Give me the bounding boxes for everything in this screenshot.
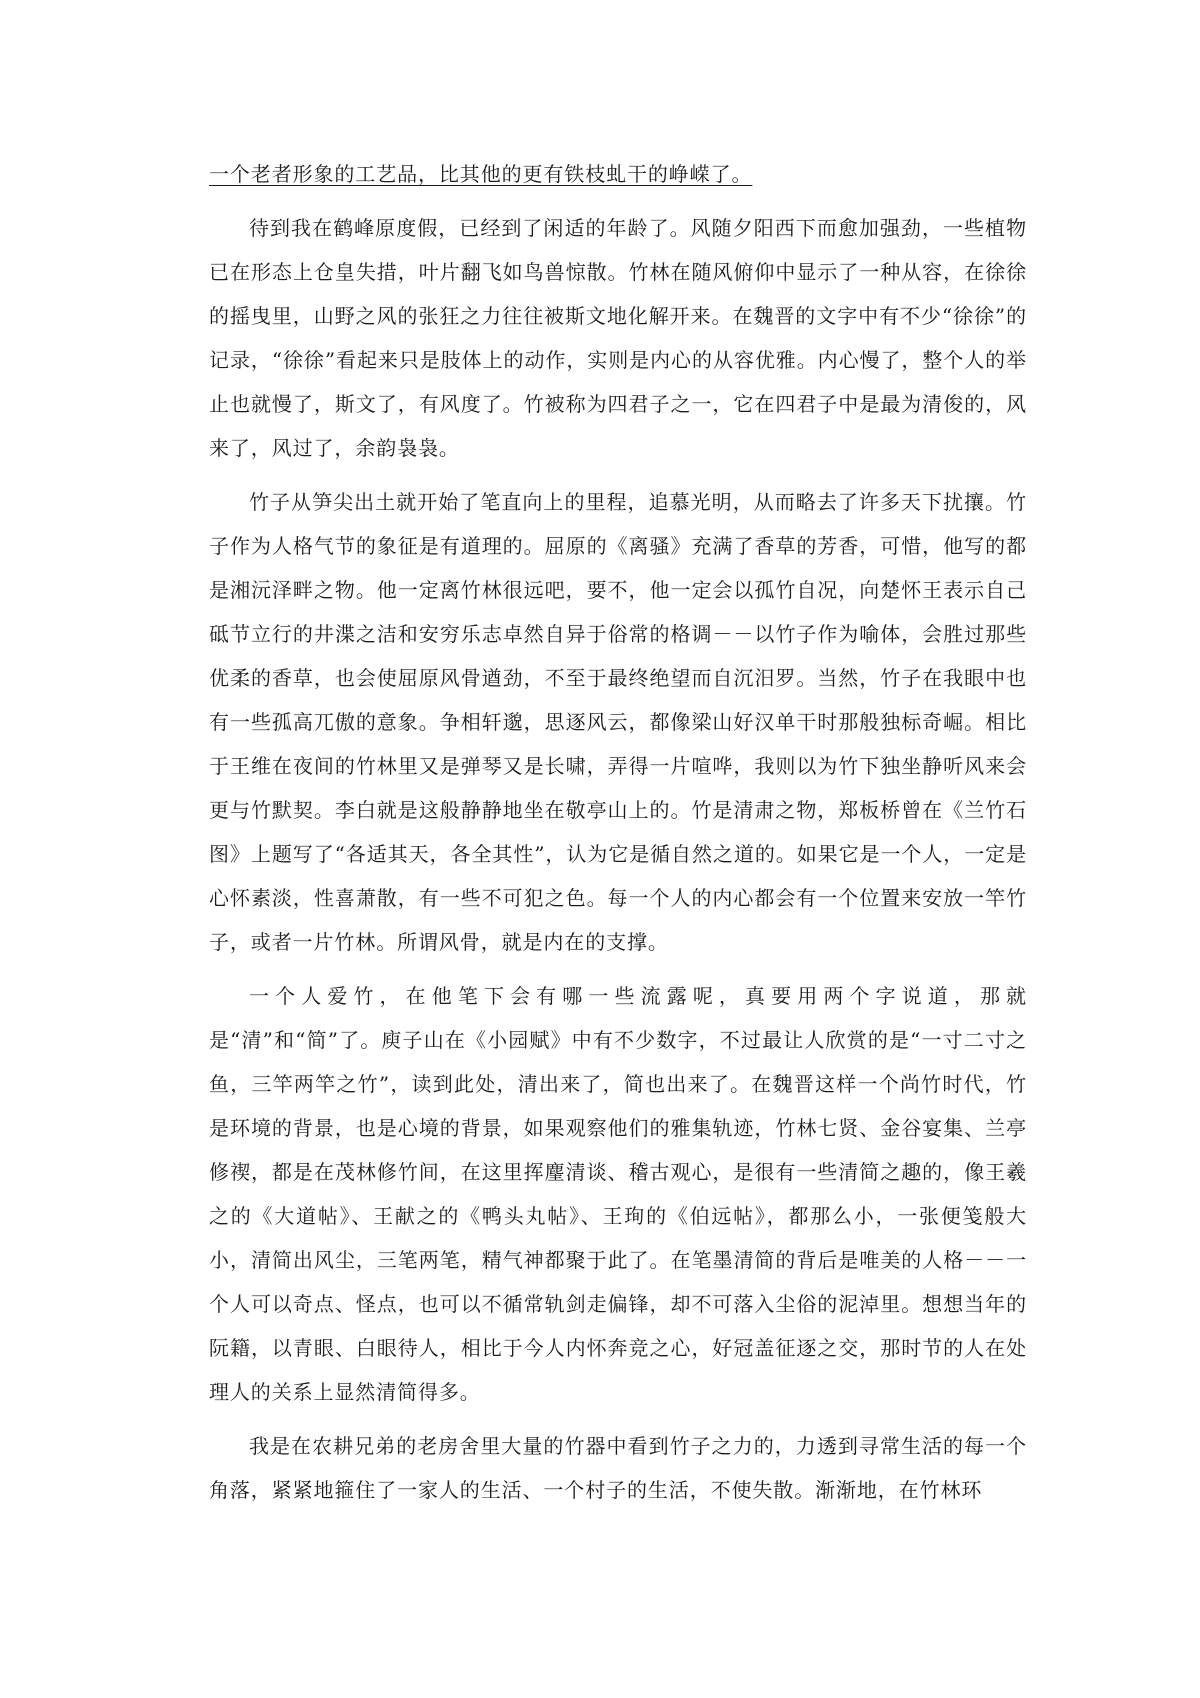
paragraph: 待到我在鹤峰原度假，已经到了闲适的年龄了。风随夕阳西下而愈加强劲，一些植物已在形态上仓皇失措，叶片翻飞如鸟兽惊散。竹林在随风俯仰中显示了一种从容，在徐徐的摇曳里，山野之风的张狂之力往往被斯文地化解开来。在魏晋的文字中有不少“徐徐”的记录，“徐徐”看起来只是肢体上的动作，实则是内心的从容优雅。内心慢了，整个人的举止也就慢了，斯文了，有风度了。竹被称为四君子之一，它在四君子中是最为清俊的，风来了，风过了，余韵袅袅。: [209, 216, 1027, 460]
paragraph: 我是在农耕兄弟的老房舍里大量的竹器中看到竹子之力的，力透到寻常生活的每一个角落，紧紧地箍住了一家人的生活、一个村子的生活，不使失散。渐渐地，在竹林环: [209, 1434, 1027, 1502]
paragraph: 一个人爱竹，在他笔下会有哪一些流露呢，真要用两个字说道，那就是“清”和“简”了。庾子山在《小园赋》中有不少数字，不过最让人欣赏的是“一寸二寸之鱼，三竿两竿之竹”，读到此处，清出来了，简也出来了。在魏晋这样一个尚竹时代，竹是环境的背景，也是心境的背景，如果观察他们的雅集轨迹，竹林七贤、金谷宴集、兰亭修禊，都是在茂林修竹间，在这里挥麈清谈、稽古观心，是很有一些清简之趣的，像王羲之的《大道帖》、王献之的《鸭头丸帖》、王珣的《伯远帖》，都那么小，一张便笺般大小，清简出风尘，三笔两笔，精气神都聚于此了。在笔墨清简的背后是唯美的人格－－一个人可以奇点、怪点，也可以不循常轨剑走偏锋，却不可落入尘俗的泥淖里。想想当年的阮籍，以青眼、白眼待人，相比于今人内怀奔竞之心，好冠盖征逐之交，那时节的人在处理人的关系上显然清简得多。: [209, 984, 1027, 1404]
underlined-opening-line: 一个老者形象的工艺品，比其他的更有铁枝虬干的峥嵘了。: [209, 162, 753, 186]
document-body: [209, 152, 1027, 1522]
paragraph: 竹子从笋尖出土就开始了笔直向上的里程，追慕光明，从而略去了许多天下扰攘。竹子作为人格气节的象征是有道理的。屈原的《离骚》充满了香草的芳香，可惜，他写的都是湘沅泽畔之物。他一定离竹林很远吧，要不，他一定会以孤竹自况，向楚怀王表示自己砥节立行的井渫之洁和安穷乐志卓然自异于俗常的格调－－以竹子作为喻体，会胜过那些优柔的香草，也会使屈原风骨遒劲，不至于最终绝望而自沉汨罗。当然，竹子在我眼中也有一些孤高兀傲的意象。争相轩邈，思逐风云，都像梁山好汉单干时那般独标奇崛。相比于王维在夜间的竹林里又是弹琴又是长啸，弄得一片喧哗，我则以为竹下独坐静听风来会更与竹默契。李白就是这般静静地坐在敬亭山上的。竹是清肃之物，郑板桥曾在《兰竹石图》上题写了“各适其天，各全其性”，认为它是循自然之道的。如果它是一个人，一定是心怀素淡，性喜萧散，有一些不可犯之色。每一个人的内心都会有一个位置来安放一竿竹子，或者一片竹林。所谓风骨，就是内在的支撑。: [209, 490, 1027, 954]
